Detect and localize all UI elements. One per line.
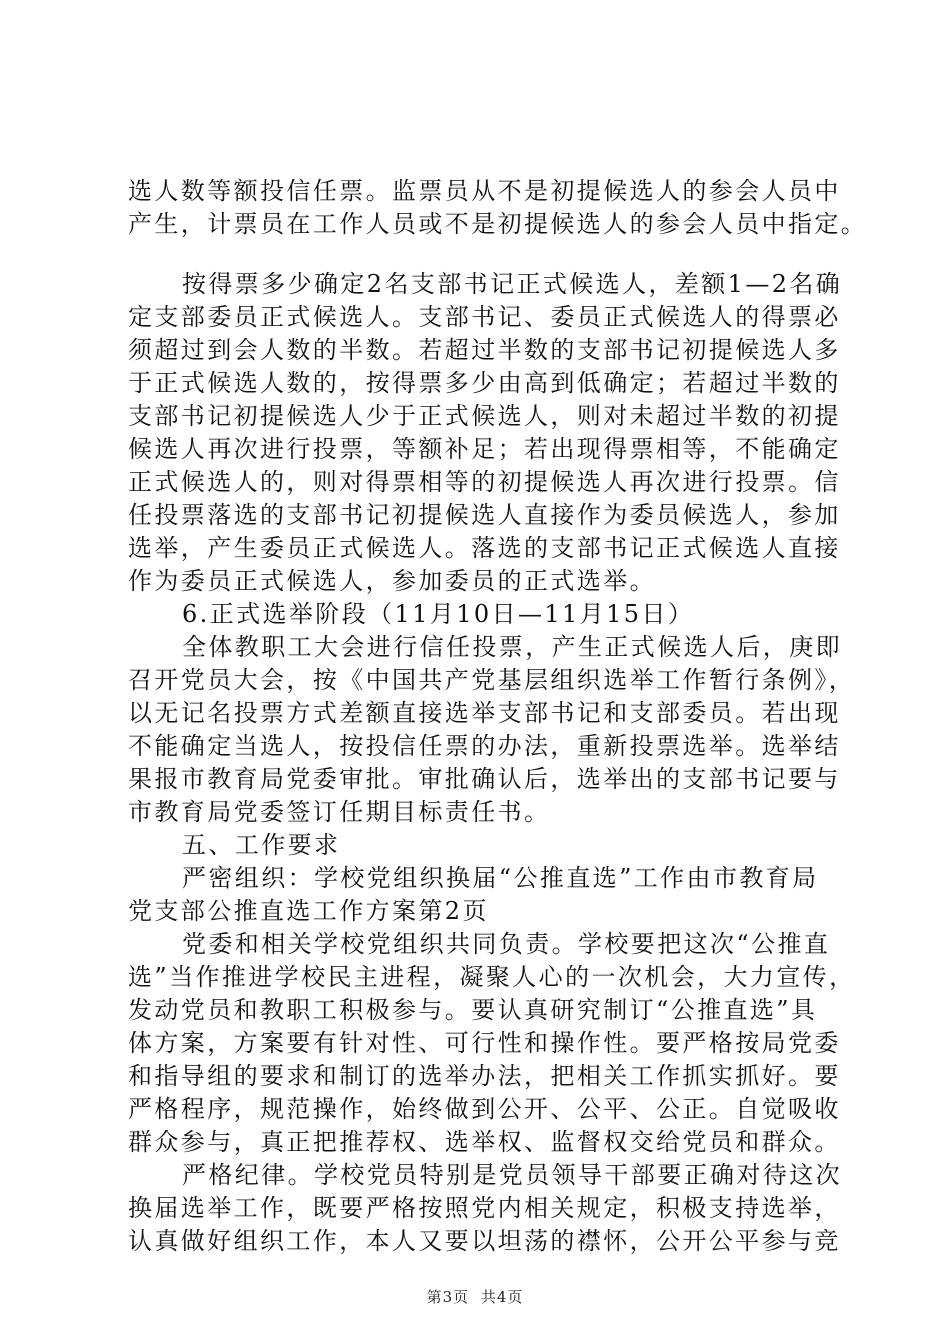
page-footer [0,1286,950,1307]
text-line: 发动党员和教职工积极参与。要认真研究制订“公推直选”具 [128,996,818,1024]
text-line: 市教育局党委签订任期目标责任书。 [128,798,551,826]
text-line: 定支部委员正式候选人。支部书记、委员正式候选人的得票必 [128,303,841,331]
text-line: 严密组织：学校党组织换届“公推直选”工作由市教育局 [182,864,819,892]
text-line: 须超过到会人数的半数。若超过半数的支部书记初提候选人多 [128,336,841,364]
text-line: 候选人再次进行投票，等额补足；若出现得票相等，不能确定 [128,435,841,463]
text-line: 以无记名投票方式差额直接选举支部书记和支部委员。若出现 [128,699,841,727]
text-line: 和指导组的要求和制订的选举办法，把相关工作抓实抓好。要 [128,1062,841,1090]
text-line: 召开党员大会，按《中国共产党基层组织选举工作暂行条例》， [128,666,856,694]
text-line: 不能确定当选人，按投信任票的办法，重新投票选举。选举结 [128,732,841,760]
page-number: 第3页 [426,1288,470,1306]
text-line: 任投票落选的支部书记初提候选人直接作为委员候选人，参加 [128,501,841,529]
section-heading: 6.正式选举阶段（11月10日—11月15日） [182,600,695,628]
text-line: 于正式候选人数的，按得票多少由高到低确定；若超过半数的 [128,369,841,397]
text-line: 严格纪律。学校党员特别是党员领导干部要正确对待这次 [182,1161,842,1189]
text-line: 体方案，方案要有针对性、可行性和操作性。要严格按局党委 [128,1029,841,1057]
section-heading: 五、工作要求 [182,831,341,859]
text-line: 党委和相关学校党组织共同负责。学校要把这次“公推直 [182,930,831,958]
text-line: 选人数等额投信任票。监票员从不是初提候选人的参会人员中 [128,177,841,205]
page-total: 共4页 [480,1288,524,1306]
paragraph-2 [128,268,856,1258]
text-line: 严格程序，规范操作，始终做到公开、公平、公正。自觉吸收 [128,1095,841,1123]
text-line: 全体教职工大会进行信任投票，产生正式候选人后，庚即 [182,633,842,661]
text-line: 换届选举工作，既要严格按照党内相关规定，积极支持选举， [128,1194,841,1222]
text-line: 果报市教育局党委审批。审批确认后，选举出的支部书记要与 [128,765,841,793]
text-line: 产生，计票员在工作人员或不是初提候选人的参会人员中指定。 [128,210,868,238]
text-line: 选举，产生委员正式候选人。落选的支部书记正式候选人直接 [128,534,841,562]
text-line: 按得票多少确定2名支部书记正式候选人，差额1—2名确 [182,270,843,298]
text-line: 支部书记初提候选人少于正式候选人，则对未超过半数的初提 [128,402,841,430]
text-line: 作为委员正式候选人，参加委员的正式选举。 [128,567,656,595]
text-line: 认真做好组织工作，本人又要以坦荡的襟怀，公开公平参与竞 [128,1227,841,1255]
paragraph-1 [128,175,868,241]
text-line: 党支部公推直选工作方案第2页 [128,897,489,925]
text-line: 正式候选人的，则对得票相等的初提候选人再次进行投票。信 [128,468,841,496]
text-line: 群众参与，真正把推荐权、选举权、监督权交给党员和群众。 [128,1128,841,1156]
text-line: 选”当作推进学校民主进程，凝聚人心的一次机会，大力宣传， [128,963,856,991]
